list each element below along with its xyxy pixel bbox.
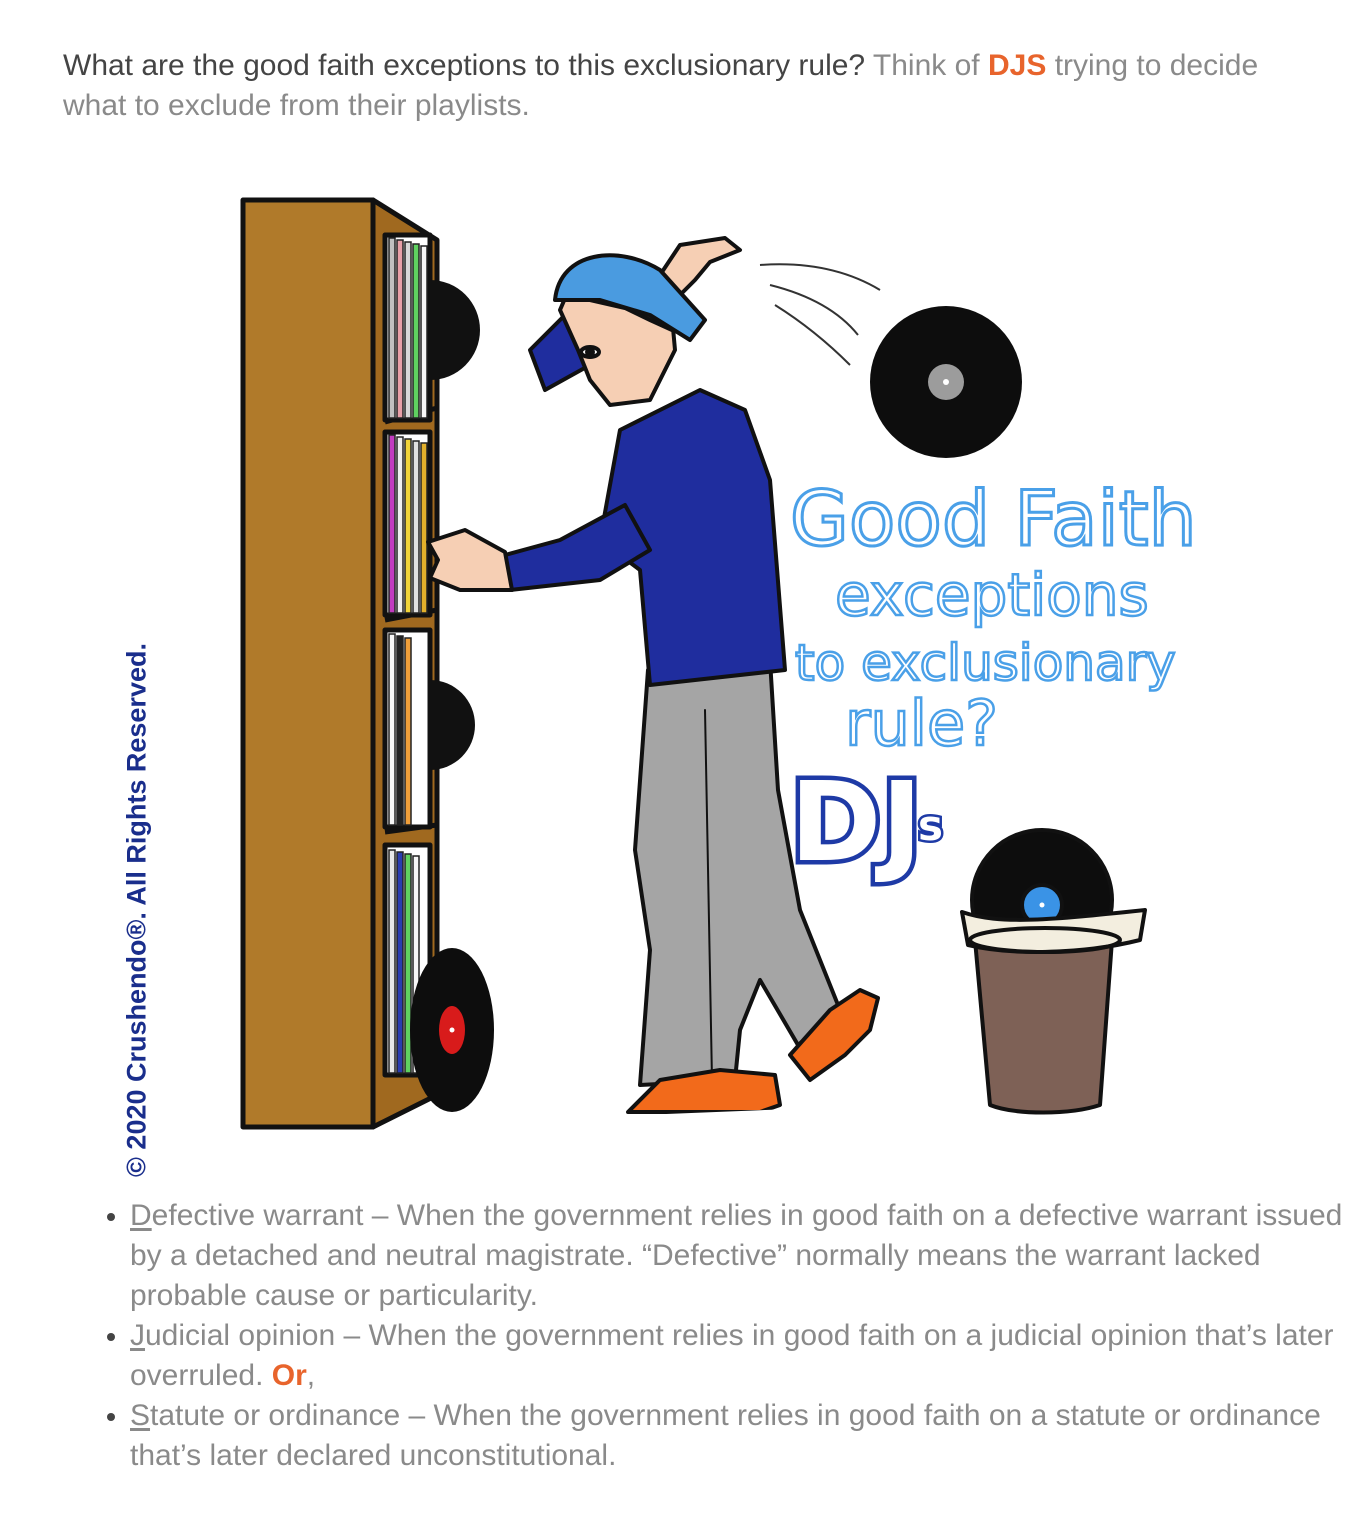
or-trail: , [306, 1359, 316, 1392]
caption-line-4: rule? [845, 687, 999, 760]
intro-paragraph [63, 46, 1303, 126]
or-highlight: Or [271, 1359, 307, 1392]
list-item-text: tatute or ordinance – When the government relies in good faith on a statute or ordinance that’s later declared unconstitutional. [130, 1399, 1321, 1472]
caption-text [790, 474, 1197, 760]
list-item-text: efective warrant – When the government relies in good faith on a defective warrant issued by a detached and neutral magistrate. “Defective” normally means the warrant lacked probable cause or particularity. [130, 1199, 1343, 1312]
motion-lines [760, 264, 880, 365]
list-item [130, 1396, 1349, 1476]
intro-think-post: trying to decide what to exclude from their playlists. [63, 49, 1259, 122]
list-item [130, 1196, 1349, 1316]
djs-logo-text: DJ [790, 758, 923, 886]
djs-logo-suffix: s [918, 801, 943, 850]
vinyl-record-icon [870, 306, 1022, 458]
list-item-text: udicial opinion – When the government relies in good faith on a judicial opinion that’s later overruled. [130, 1319, 1334, 1392]
list-item [130, 1316, 1349, 1396]
dj-illustration [0, 150, 1349, 1180]
vinyl-record-icon [410, 948, 494, 1112]
trash-bin-icon [962, 830, 1145, 1113]
list-item-initial: D [130, 1199, 152, 1232]
intro-think-pre: Think of [872, 49, 980, 82]
list-item-initial: S [130, 1399, 151, 1432]
caption-line-1: Good Faith [790, 474, 1197, 563]
caption-line-3: to exclusionary [795, 634, 1176, 692]
copyright-notice: © 2020 Crushendo®. All Rights Reserved. [121, 643, 152, 1177]
exceptions-list [92, 1196, 1349, 1476]
caption-line-2: exceptions [835, 561, 1149, 629]
intro-question: What are the good faith exceptions to this exclusionary rule? [63, 49, 866, 82]
djs-logo [790, 758, 943, 886]
list-item-initial: J [130, 1319, 145, 1352]
intro-djs: DJS [987, 49, 1047, 82]
